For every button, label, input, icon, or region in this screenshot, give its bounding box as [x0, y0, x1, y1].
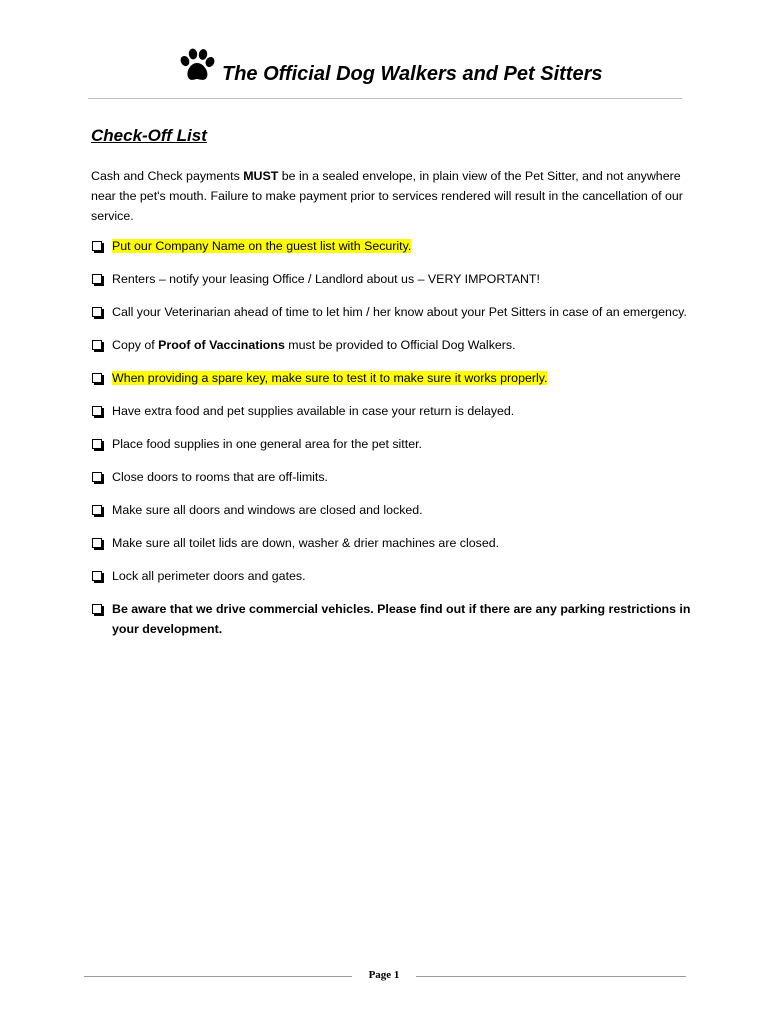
list-item-text: Lock all perimeter doors and gates.	[112, 569, 306, 583]
list-item	[91, 401, 691, 421]
checkbox-icon[interactable]	[92, 340, 102, 350]
footer-rule-right	[416, 976, 686, 977]
checkbox-icon[interactable]	[92, 571, 102, 581]
list-item-text: Renters – notify your leasing Office / Landlord about us – VERY IMPORTANT!	[112, 272, 540, 286]
intro-text-part2: be in a sealed envelope, in plain view of the Pet Sitter, and not anywhere near the pet's mouth. Failure to make payment prior to services rendered will result in the cancellation of our service.	[91, 169, 683, 223]
checkbox-icon[interactable]	[92, 307, 102, 317]
list-item	[91, 302, 691, 322]
checkbox-icon[interactable]	[92, 538, 102, 548]
checkbox-icon[interactable]	[92, 505, 102, 515]
checkbox-icon[interactable]	[92, 439, 102, 449]
list-item	[91, 269, 691, 289]
checkbox-icon[interactable]	[92, 274, 102, 284]
list-item-text: Place food supplies in one general area for the pet sitter.	[112, 437, 422, 451]
document-header	[88, 44, 682, 99]
list-item-text: Close doors to rooms that are off-limits.	[112, 470, 329, 484]
list-item-text: When providing a spare key, make sure to test it to make sure it works properly.	[112, 371, 548, 385]
checkbox-icon[interactable]	[92, 241, 102, 251]
list-item	[91, 599, 691, 639]
page-number: Page 1	[368, 969, 400, 981]
section-title: Check-Off List	[91, 126, 207, 145]
footer-rule-left	[84, 976, 352, 977]
list-item-text: Make sure all doors and windows are closed and locked.	[112, 503, 423, 517]
list-item-text: Be aware that we drive commercial vehicles. Please find out if there are any parking restrictions in your development.	[112, 602, 691, 636]
checkbox-icon[interactable]	[92, 406, 102, 416]
paw-print-icon	[178, 48, 216, 84]
list-item-text: Put our Company Name on the guest list with Security.	[112, 239, 412, 253]
intro-text-part1: Cash and Check payments	[91, 169, 244, 183]
list-item	[91, 467, 691, 487]
list-item-text: Call your Veterinarian ahead of time to let him / her know about your Pet Sitters in case of an emergency.	[112, 305, 687, 319]
list-item-text-before: Copy of	[112, 338, 159, 352]
list-item	[91, 236, 691, 256]
list-item	[91, 335, 691, 355]
document-title: The Official Dog Walkers and Pet Sitters	[222, 63, 603, 85]
intro-emphasis: MUST	[243, 169, 279, 183]
checkbox-icon[interactable]	[92, 604, 102, 614]
list-item	[91, 434, 691, 454]
list-item-text: Have extra food and pet supplies available in case your return is delayed.	[112, 404, 515, 418]
checkbox-icon[interactable]	[92, 373, 102, 383]
list-item-text-bold: Proof of Vaccinations	[158, 338, 285, 352]
check-off-list	[91, 236, 691, 652]
list-item	[91, 533, 691, 553]
checkbox-icon[interactable]	[92, 472, 102, 482]
list-item	[91, 500, 691, 520]
list-item-text-after: must be provided to Official Dog Walkers.	[284, 338, 516, 352]
intro-paragraph	[91, 166, 691, 226]
list-item	[91, 368, 691, 388]
list-item	[91, 566, 691, 586]
list-item-text: Make sure all toilet lids are down, washer & drier machines are closed.	[112, 536, 500, 550]
